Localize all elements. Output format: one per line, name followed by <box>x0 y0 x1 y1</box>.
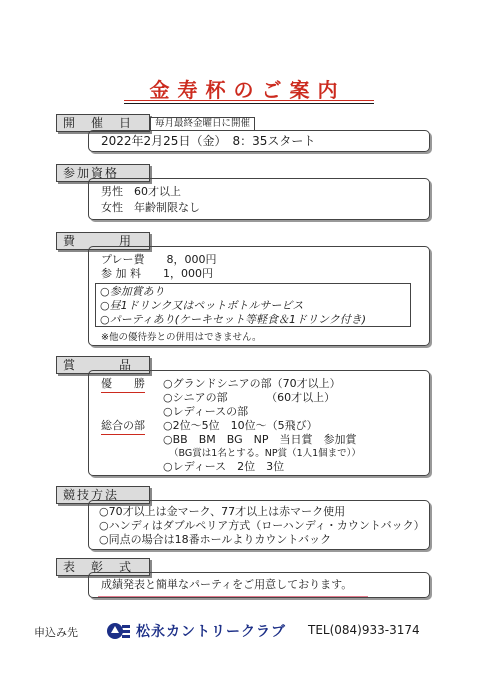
eligibility-label: 参加資格 <box>56 164 150 182</box>
prize-winner-label: 優 勝 <box>101 377 145 393</box>
eligibility-female: 女性 年齢制限なし <box>101 201 200 214</box>
prize-line-5: ○BB BM BG NP 当日賞 参加賞 <box>163 433 357 446</box>
perks-box <box>95 283 411 327</box>
prize-line-6: （BG賞は1名とする。NP賞（1人1個まで）） <box>169 448 361 459</box>
award-underline <box>98 596 368 597</box>
eligibility-box <box>88 178 430 220</box>
prize-line-4: ○2位〜5位 10位〜（5飛び） <box>163 419 318 432</box>
page-title: 金寿杯のご案内 <box>149 78 346 102</box>
perk-party: ○パーティあり(ケーキセット等軽食＆1ドリンク付き) <box>100 313 367 326</box>
prize-line-7: ○レディース 2位 3位 <box>163 460 285 473</box>
prizes-box <box>88 370 430 476</box>
method-line-1: ○70才以上は金マーク、77才以上は赤マーク使用 <box>99 505 346 518</box>
fee-play: プレー費 8，000円 <box>101 253 217 266</box>
fee-entry: 参 加 料 1，000円 <box>101 267 213 280</box>
schedule-date: 2022年2月25日（金） 8：35スタート <box>101 134 316 148</box>
apply-label: 申込み先 <box>34 626 78 639</box>
club-telephone: TEL(084)933-3174 <box>308 623 420 637</box>
fees-note: ※他の優待券との併用はできません。 <box>101 332 262 343</box>
award-box <box>88 572 430 598</box>
prizes-label: 賞 品 <box>56 356 150 374</box>
schedule-box <box>88 130 430 152</box>
prize-overall-label: 総合の部 <box>101 419 145 435</box>
award-text: 成績発表と簡単なパーティをご用意しております。 <box>101 578 353 591</box>
prize-line-2: ○シニアの部 （60才以上） <box>163 391 336 404</box>
method-line-3: ○同点の場合は18番ホールよりカウントバック <box>99 533 332 546</box>
schedule-tag: 毎月最終金曜日に開催 <box>150 117 255 131</box>
prize-line-3: ○レディースの部 <box>163 405 249 418</box>
method-label: 競技方法 <box>56 486 150 504</box>
method-box <box>88 500 430 550</box>
method-line-2: ○ハンディはダブルペリア方式（ローハンディ・カウントバック） <box>99 519 425 532</box>
perk-gift: ○参加賞あり <box>100 285 165 298</box>
award-label: 表 彰 式 <box>56 558 150 576</box>
schedule-label: 開 催 日 <box>56 114 150 132</box>
eligibility-male: 男性 60才以上 <box>101 185 181 198</box>
prize-line-1: ○グランドシニアの部（70才以上） <box>163 377 341 390</box>
title-underline-black <box>124 103 374 104</box>
title-underline-red <box>124 100 374 101</box>
fees-label: 費 用 <box>56 232 150 250</box>
club-name: 松永カントリークラブ <box>136 624 286 640</box>
club-logo-icon <box>106 621 132 641</box>
perk-drink: ○昼1ドリンク又はペットボトルサービス <box>100 299 304 312</box>
fees-box <box>88 246 430 346</box>
